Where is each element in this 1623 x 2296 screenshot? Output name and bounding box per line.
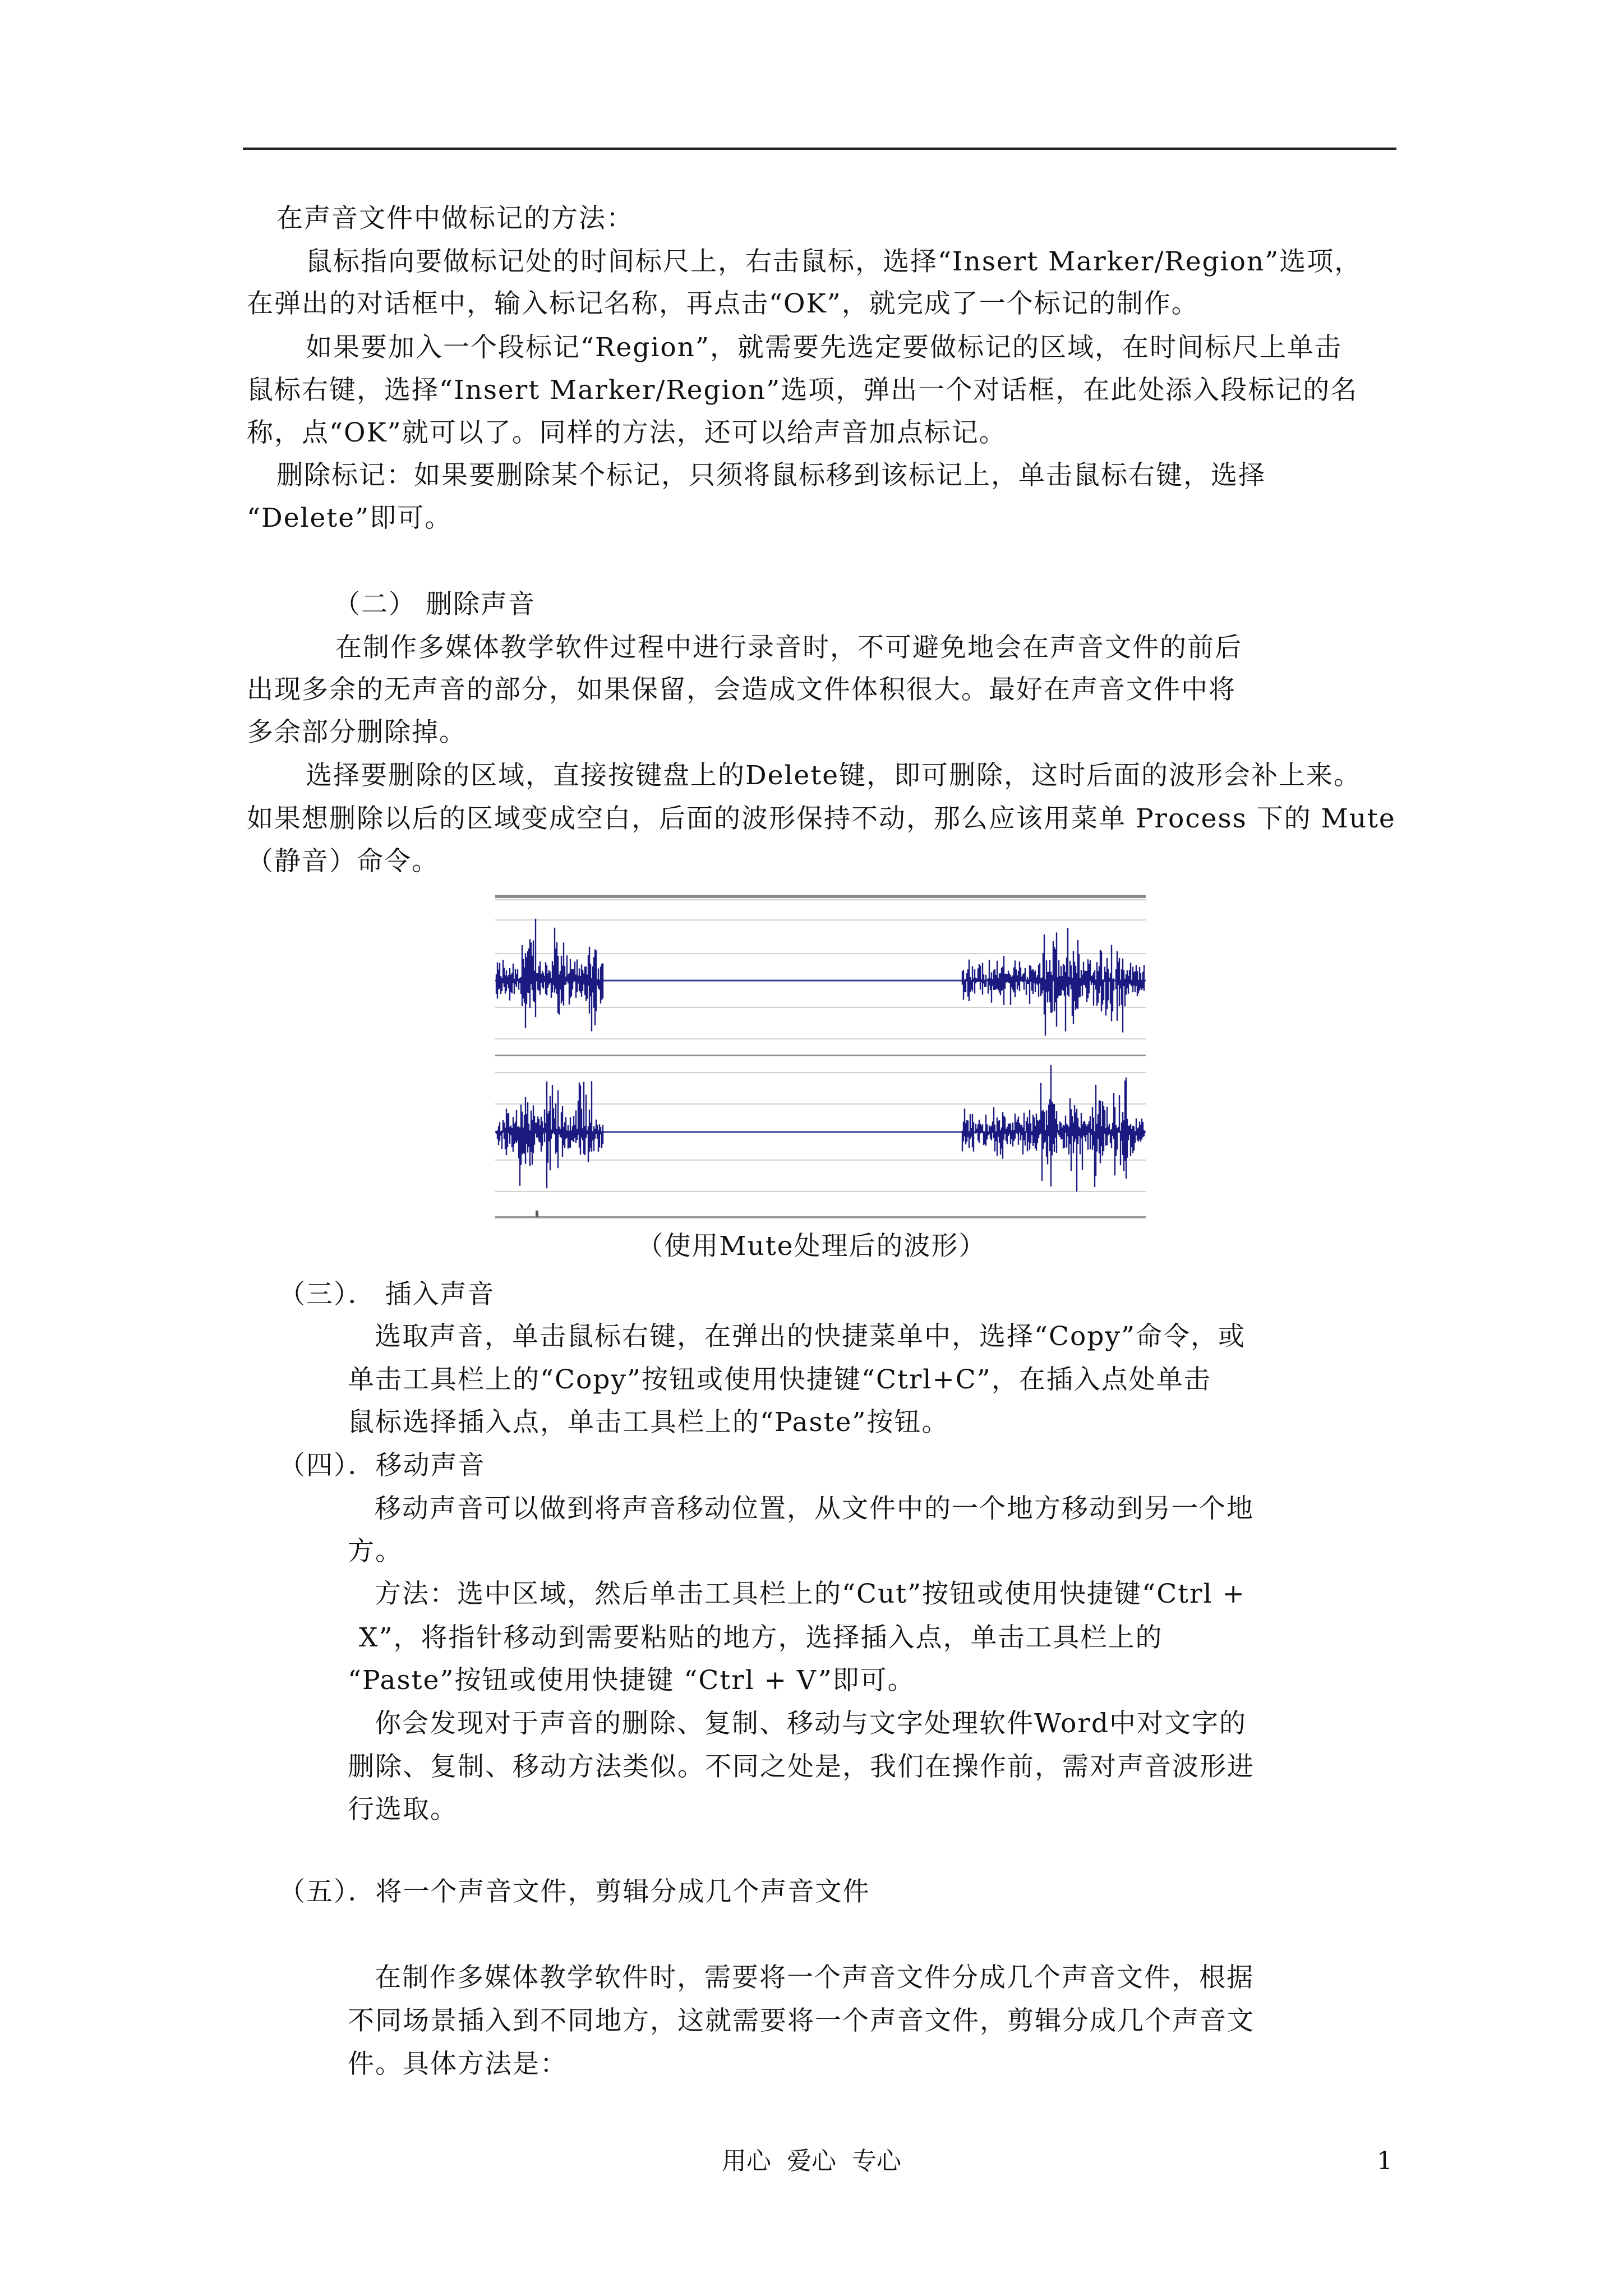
text-line: 方法：选中区域，然后单击工具栏上的“Cut”按钮或使用快捷键“Ctrl + xyxy=(375,1579,1246,1609)
section-heading: （五）．将一个声音文件，剪辑分成几个声音文件 xyxy=(279,1876,870,1907)
text-line: 在制作多媒体教学软件时，需要将一个声音文件分成几个声音文件，根据 xyxy=(375,1962,1254,1993)
text-line: X”，将指针移动到需要粘贴的地方，选择插入点，单击工具栏上的 xyxy=(359,1622,1163,1653)
text-line: 鼠标指向要做标记处的时间标尺上，右击鼠标，选择“Insert Marker/Region”选项， xyxy=(306,246,1362,277)
figure-caption: （使用Mute处理后的波形） xyxy=(637,1231,986,1262)
text-line: 移动声音可以做到将声音移动位置，从文件中的一个地方移动到另一个地 xyxy=(375,1493,1254,1524)
text-line: 件。具体方法是： xyxy=(348,2049,568,2079)
text-line: 你会发现对于声音的删除、复制、移动与文字处理软件Word中对文字的 xyxy=(375,1708,1247,1739)
text-line: 单击工具栏上的“Copy”按钮或使用快捷键“Ctrl+C”，在插入点处单击 xyxy=(348,1364,1211,1395)
text-line: “Delete”即可。 xyxy=(247,503,453,533)
text-line: 鼠标选择插入点，单击工具栏上的“Paste”按钮。 xyxy=(348,1407,949,1438)
text-line: 鼠标右键，选择“Insert Marker/Region”选项，弹出一个对话框，在此处添入段标记的名 xyxy=(247,375,1358,406)
section-heading: （三）． 插入声音 xyxy=(279,1279,495,1310)
text-line: 在制作多媒体教学软件过程中进行录音时，不可避免地会在声音文件的前后 xyxy=(335,632,1242,663)
text-line: 在声音文件中做标记的方法： xyxy=(276,203,634,234)
section-heading: （二） 删除声音 xyxy=(334,589,536,620)
text-line: 如果想删除以后的区域变成空白，后面的波形保持不动，那么应该用菜单 Process 下的 Mute xyxy=(247,803,1396,834)
waveform-figure xyxy=(495,892,1146,1223)
text-line: 出现多余的无声音的部分，如果保留，会造成文件体积很大。最好在声音文件中将 xyxy=(247,674,1236,705)
text-line: 删除、复制、移动方法类似。不同之处是，我们在操作前，需对声音波形进 xyxy=(348,1751,1255,1782)
text-line: 多余部分删除掉。 xyxy=(247,717,467,748)
text-line: （静音）命令。 xyxy=(247,846,439,877)
text-line: “Paste”按钮或使用快捷键 “Ctrl + V”即可。 xyxy=(348,1665,915,1696)
page-number: 1 xyxy=(1377,2147,1393,2175)
text-line: 删除标记：如果要删除某个标记，只须将鼠标移到该标记上，单击鼠标右键，选择 xyxy=(276,460,1266,491)
text-line: 不同场景插入到不同地方，这就需要将一个声音文件，剪辑分成几个声音文 xyxy=(348,2005,1255,2036)
text-line: 选取声音，单击鼠标右键，在弹出的快捷菜单中，选择“Copy”命令，或 xyxy=(375,1321,1246,1352)
text-line: 称，点“OK”就可以了。同样的方法，还可以给声音加点标记。 xyxy=(247,417,1007,448)
text-line: 行选取。 xyxy=(348,1794,458,1825)
text-line: 选择要删除的区域，直接按键盘上的Delete键，即可删除，这时后面的波形会补上来。 xyxy=(306,760,1362,791)
text-line: 方。 xyxy=(348,1536,403,1567)
footer-motto: 用心 爱心 专心 xyxy=(722,2147,901,2175)
text-line: 如果要加入一个段标记“Region”，就需要先选定要做标记的区域，在时间标尺上单击 xyxy=(306,332,1342,363)
text-line: 在弹出的对话框中，输入标记名称，再点击“OK”，就完成了一个标记的制作。 xyxy=(247,288,1199,319)
header-rule xyxy=(243,148,1396,150)
section-heading: （四）．移动声音 xyxy=(279,1450,486,1481)
